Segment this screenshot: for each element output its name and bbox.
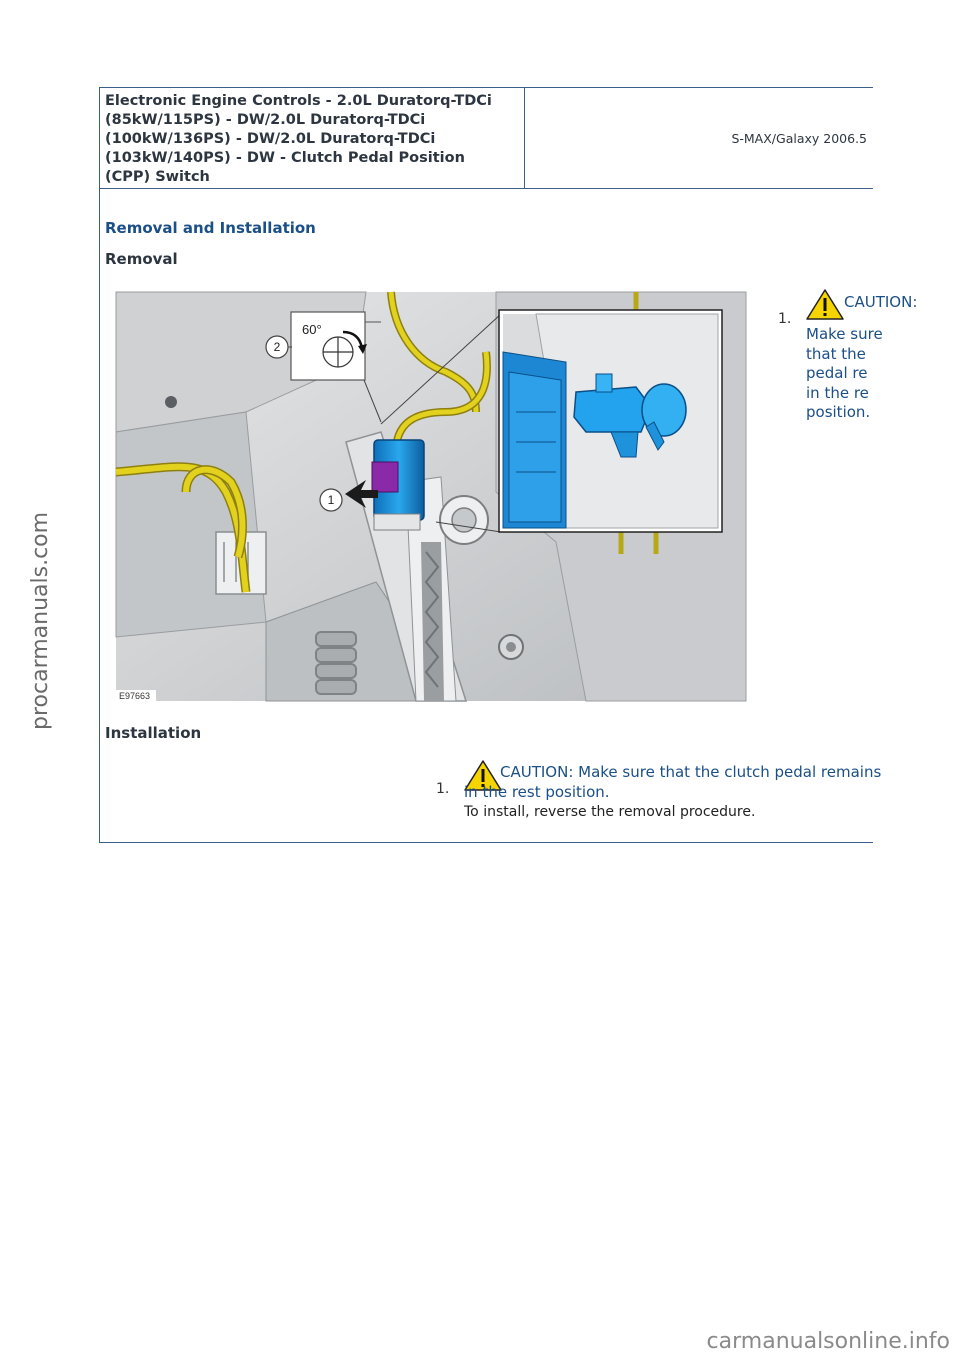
removal-caution-line: in the re bbox=[806, 383, 869, 402]
installation-instruction: To install, reverse the removal procedure. bbox=[464, 804, 756, 820]
installation-caution-line: in the rest position. bbox=[464, 783, 610, 801]
header-title bbox=[100, 88, 525, 189]
removal-step-number: 1. bbox=[778, 311, 792, 327]
removal-caution-text bbox=[806, 325, 883, 423]
header-model bbox=[525, 88, 873, 189]
callout-2: 2 bbox=[273, 340, 281, 354]
removal-illustration bbox=[116, 292, 746, 701]
removal-caution-line: Make sure bbox=[806, 325, 883, 343]
removal-caution-label bbox=[844, 293, 918, 313]
removal-heading: Removal bbox=[105, 250, 178, 268]
removal-caution-line: CAUTION: bbox=[844, 293, 918, 311]
header-title-line: Electronic Engine Controls - 2.0L Duratorq-TDCi bbox=[105, 93, 492, 109]
header-title-line: (85kW/115PS) - DW/2.0L Duratorq-TDCi bbox=[105, 112, 426, 128]
removal-caution-line: that the bbox=[806, 344, 866, 363]
footer-watermark: carmanualsonline.info bbox=[706, 1329, 950, 1354]
header-title-line: (100kW/136PS) - DW/2.0L Duratorq-TDCi bbox=[105, 131, 436, 147]
installation-heading: Installation bbox=[105, 724, 202, 742]
document-frame bbox=[99, 87, 918, 843]
installation-caution-line: CAUTION: Make sure that the clutch pedal remains bbox=[500, 763, 882, 781]
angle-label: 60° bbox=[302, 322, 322, 337]
side-watermark: procarmanuals.com bbox=[28, 511, 53, 730]
header-title-line: (CPP) Switch bbox=[105, 169, 210, 185]
callout-1: 1 bbox=[327, 493, 335, 507]
model-label: S-MAX/Galaxy 2006.5 bbox=[731, 130, 867, 146]
section-title: Removal and Installation bbox=[105, 219, 316, 237]
removal-caution-line: pedal re bbox=[806, 364, 868, 382]
warning-icon bbox=[806, 289, 844, 320]
installation-step-number: 1. bbox=[436, 781, 450, 797]
installation-step-text bbox=[464, 762, 882, 822]
figure-code: E97663 bbox=[119, 691, 151, 701]
header-title-line: (103kW/140PS) - DW - Clutch Pedal Position bbox=[105, 150, 465, 166]
removal-caution-line: position. bbox=[806, 403, 871, 421]
